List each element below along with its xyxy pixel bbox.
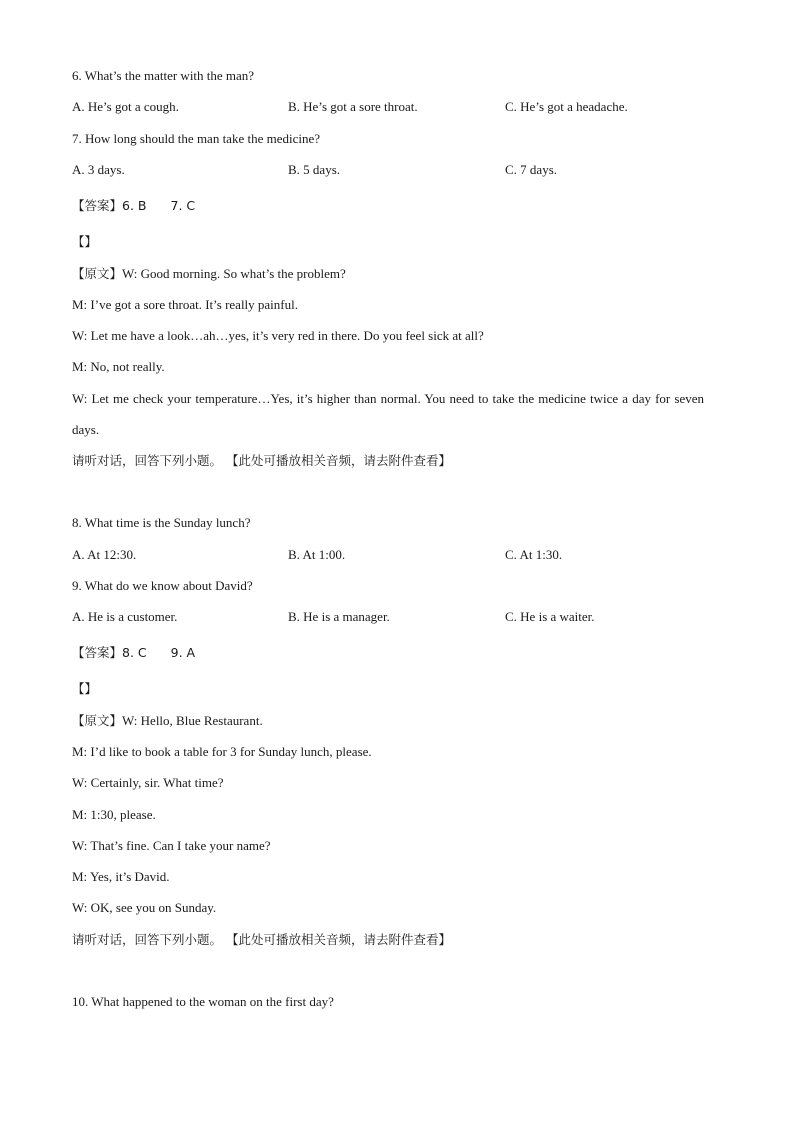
transcript-label: 【原文】 — [72, 266, 123, 281]
transcript-1-line-5: W: Let me check your temperature…Yes, it’s higher than normal. You need to take the medicine twice a day for seven days. — [72, 391, 704, 437]
q7-option-c: C. 7 days. — [505, 162, 557, 177]
transcript-text: W: Good morning. So what’s the problem? — [122, 266, 346, 281]
answer-6: 6. B — [122, 198, 147, 213]
q8-option-a: A. At 12:30. — [72, 547, 137, 562]
transcript-2-line-4: M: 1:30, please. — [72, 807, 156, 822]
answer-9: 9. A — [170, 645, 196, 660]
analysis-bracket-1: 【】 — [72, 234, 98, 249]
question-7: 7. How long should the man take the medicine? — [72, 131, 321, 146]
transcript-2-line-5: W: That’s fine. Can I take your name? — [72, 838, 271, 853]
q9-option-b: B. He is a manager. — [288, 609, 390, 624]
question-8: 8. What time is the Sunday lunch? — [72, 515, 251, 530]
q6-option-b: B. He’s got a sore throat. — [288, 99, 418, 114]
q8-option-c: C. At 1:30. — [505, 547, 563, 562]
analysis-bracket-2: 【】 — [72, 681, 98, 696]
transcript-label: 【原文】 — [72, 713, 123, 728]
q8-option-b: B. At 1:00. — [288, 547, 346, 562]
answer-label: 【答案】 — [72, 198, 123, 213]
answer-7: 7. C — [170, 198, 196, 213]
transcript-text: W: Hello, Blue Restaurant. — [122, 713, 263, 728]
transcript-2-line-1 — [72, 713, 263, 729]
answer-line-1 — [72, 198, 195, 214]
answer-label: 【答案】 — [72, 645, 123, 660]
question-9: 9. What do we know about David? — [72, 578, 253, 593]
instruction-2: 请听对话，回答下列小题。 【此处可播放相关音频，请去附件查看】 — [72, 932, 451, 947]
q6-option-a: A. He’s got a cough. — [72, 99, 179, 114]
q6-option-c: C. He’s got a headache. — [505, 99, 628, 114]
question-6: 6. What’s the matter with the man? — [72, 68, 255, 83]
transcript-1-line-2: M: I’ve got a sore throat. It’s really painful. — [72, 297, 298, 312]
transcript-1-line-1 — [72, 266, 346, 282]
transcript-2-line-6: M: Yes, it’s David. — [72, 869, 170, 884]
transcript-1-line-4: M: No, not really. — [72, 359, 165, 374]
question-10: 10. What happened to the woman on the first day? — [72, 994, 334, 1009]
transcript-2-line-7: W: OK, see you on Sunday. — [72, 900, 217, 915]
transcript-2-line-2: M: I’d like to book a table for 3 for Sunday lunch, please. — [72, 744, 372, 759]
answer-line-2 — [72, 645, 195, 661]
q9-option-a: A. He is a customer. — [72, 609, 178, 624]
q9-option-c: C. He is a waiter. — [505, 609, 595, 624]
transcript-1-line-3: W: Let me have a look…ah…yes, it’s very red in there. Do you feel sick at all? — [72, 328, 484, 343]
answer-8: 8. C — [122, 645, 147, 660]
transcript-2-line-3: W: Certainly, sir. What time? — [72, 775, 224, 790]
instruction-1: 请听对话，回答下列小题。 【此处可播放相关音频，请去附件查看】 — [72, 453, 451, 468]
q7-option-b: B. 5 days. — [288, 162, 340, 177]
q7-option-a: A. 3 days. — [72, 162, 125, 177]
